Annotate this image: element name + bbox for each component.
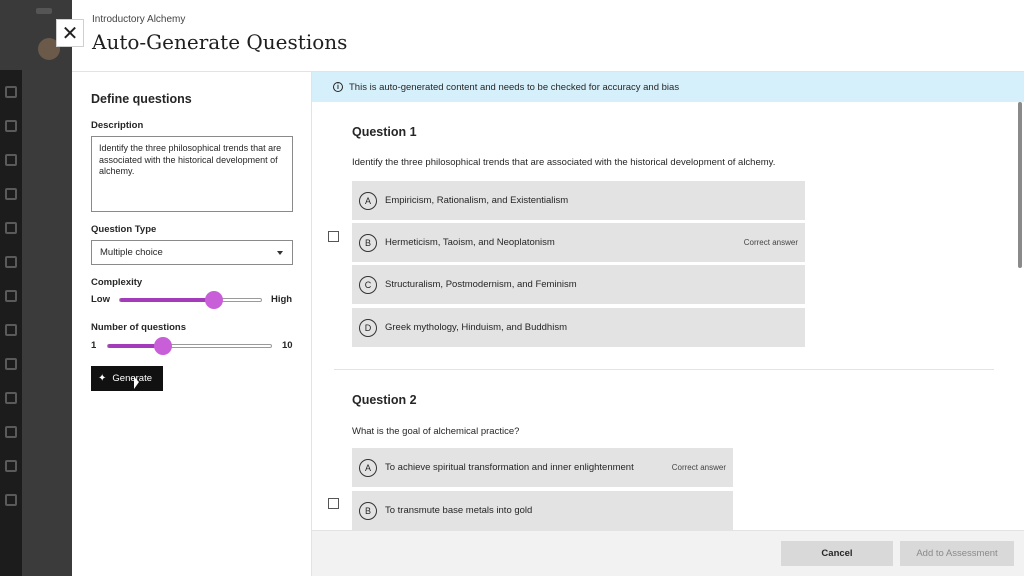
complexity-min-label: Low <box>91 294 110 305</box>
sparkle-icon: ✦ <box>98 373 107 384</box>
question-1-option-c[interactable] <box>352 265 805 304</box>
complexity-slider-thumb[interactable] <box>205 291 223 309</box>
background-app <box>0 0 72 576</box>
question-1-title: Question 1 <box>352 125 417 139</box>
sidebar-heading: Define questions <box>91 92 192 106</box>
mouse-cursor-icon <box>134 377 139 389</box>
nav-icon <box>5 494 17 506</box>
accuracy-banner <box>312 72 1024 102</box>
question-type-select[interactable] <box>91 240 293 265</box>
page-title: Auto-Generate Questions <box>92 30 348 54</box>
question-1-text: Identify the three philosophical trends that are associated with the historical development of alchemy. <box>352 157 776 168</box>
nav-icon <box>5 86 17 98</box>
nav-icon <box>5 460 17 472</box>
question-2-title: Question 2 <box>352 393 417 407</box>
description-textarea[interactable]: Identify the three philosophical trends that are associated with the historical development of alchemy. <box>91 136 293 212</box>
option-letter: B <box>359 234 377 252</box>
number-of-questions-slider-thumb[interactable] <box>154 337 172 355</box>
option-letter: A <box>359 192 377 210</box>
option-letter: B <box>359 502 377 520</box>
option-text: To achieve spiritual transformation and inner enlightenment <box>385 462 634 473</box>
question-1-checkbox[interactable] <box>328 231 339 242</box>
background-content <box>22 70 72 576</box>
question-2-option-a[interactable] <box>352 448 733 487</box>
question-type-label: Question Type <box>91 224 157 235</box>
question-divider <box>334 369 994 370</box>
option-text: Greek mythology, Hinduism, and Buddhism <box>385 322 567 333</box>
generate-button[interactable] <box>91 366 163 391</box>
option-text: Hermeticism, Taoism, and Neoplatonism <box>385 237 555 248</box>
question-1-option-a[interactable] <box>352 181 805 220</box>
option-text: Structuralism, Postmodernism, and Feminism <box>385 279 577 290</box>
complexity-slider[interactable] <box>119 298 262 302</box>
auto-generate-panel <box>72 0 1024 576</box>
banner-text: This is auto-generated content and needs to be checked for accuracy and bias <box>349 81 680 93</box>
nav-icon <box>5 154 17 166</box>
question-2-text: What is the goal of alchemical practice? <box>352 426 520 437</box>
question-1-option-b[interactable] <box>352 223 805 262</box>
nav-icon <box>5 222 17 234</box>
background-nav-rail <box>0 70 22 576</box>
nav-icon <box>5 426 17 438</box>
number-of-questions-min-label: 1 <box>91 340 97 351</box>
nav-icon <box>5 188 17 200</box>
question-1-option-d[interactable] <box>352 308 805 347</box>
generated-questions-area <box>312 72 1024 530</box>
nav-icon <box>5 324 17 336</box>
question-2-checkbox[interactable] <box>328 498 339 509</box>
chevron-down-icon <box>277 251 283 255</box>
option-letter: C <box>359 276 377 294</box>
option-letter: A <box>359 459 377 477</box>
close-button[interactable] <box>56 19 84 47</box>
complexity-label: Complexity <box>91 277 143 288</box>
number-of-questions-label: Number of questions <box>91 322 187 333</box>
content-scrollbar[interactable] <box>1018 102 1022 268</box>
close-icon: ✕ <box>61 22 79 45</box>
nav-icon <box>5 256 17 268</box>
generate-button-label: Generate <box>112 373 153 384</box>
option-text: To transmute base metals into gold <box>385 505 533 516</box>
question-type-value: Multiple choice <box>100 247 163 258</box>
option-text: Empiricism, Rationalism, and Existentialism <box>385 195 569 206</box>
number-of-questions-max-label: 10 <box>282 340 293 351</box>
info-icon: i <box>333 82 343 92</box>
cancel-button[interactable]: Cancel <box>781 541 893 566</box>
complexity-slider-fill <box>120 298 214 302</box>
description-label: Description <box>91 120 144 131</box>
correct-answer-badge: Correct answer <box>671 463 726 472</box>
option-letter: D <box>359 319 377 337</box>
nav-icon <box>5 290 17 302</box>
nav-icon <box>5 358 17 370</box>
background-tab <box>36 8 52 14</box>
add-to-assessment-button[interactable]: Add to Assessment <box>900 541 1014 566</box>
panel-footer <box>312 530 1024 576</box>
course-name: Introductory Alchemy <box>92 14 186 25</box>
number-of-questions-slider[interactable] <box>107 344 272 348</box>
nav-icon <box>5 120 17 132</box>
define-questions-sidebar <box>72 72 312 576</box>
question-2-option-b[interactable] <box>352 491 733 530</box>
panel-header <box>72 0 1024 72</box>
complexity-max-label: High <box>271 294 293 305</box>
correct-answer-badge: Correct answer <box>743 238 798 247</box>
nav-icon <box>5 392 17 404</box>
